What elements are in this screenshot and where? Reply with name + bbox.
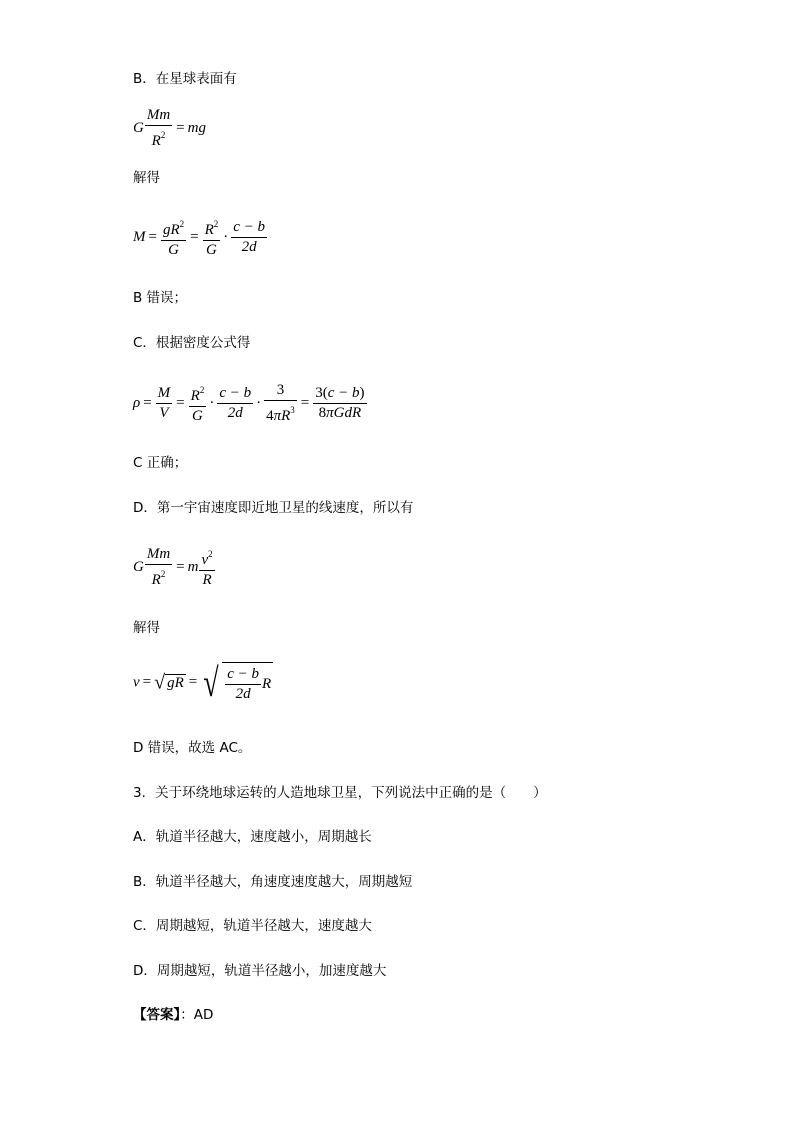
formula-b-mass: M = $\frac{gR^2}{G}$ = $\frac{R^2}{G}$ · $\frac{c - b}{2d}$ <box>133 215 268 260</box>
section-d-solve: 解得 <box>133 620 160 636</box>
formula-d-orbital: G $\frac{Mm}{R^2}$ = m $\frac{v^2}{R}$ <box>133 546 213 588</box>
formula-d-velocity: v = √ gR = √ $\frac{c - b}{2d}$ R <box>133 660 272 705</box>
question-3-option-a: A．轨道半径越大，速度越小，周期越长 <box>133 829 372 845</box>
question-3-stem: 3．关于环绕地球运转的人造地球卫星，下列说法中正确的是（ ） <box>133 785 547 801</box>
question-3-option-d: D．周期越短，轨道半径越小，加速度越大 <box>133 963 387 979</box>
section-b-conclusion: B 错误； <box>133 290 188 306</box>
formula-c-density: ρ = $\frac{M}{V}$ = $\frac{R^2}{G}$ · $\frac{c - b}{2d}$ · $\frac{3}{4\pi R^3}$ = $\frac{3(c - b)}{\text{8πGdR}}$ <box>133 382 365 424</box>
answer-label: 【答案】 <box>133 1007 181 1023</box>
section-b-solve: 解得 <box>133 170 160 186</box>
section-d-label: D．第一宇宙速度即近地卫星的线速度，所以有 <box>133 500 414 516</box>
section-c-conclusion: C 正确； <box>133 455 188 471</box>
section-d-conclusion: D 错误，故选 AC。 <box>133 740 252 756</box>
section-b-label: B．在星球表面有 <box>133 71 237 87</box>
answer-line <box>133 1003 213 1023</box>
question-3-option-c: C．周期越短，轨道半径越大，速度越大 <box>133 918 372 934</box>
section-c-label: C．根据密度公式得 <box>133 335 251 351</box>
formula-b-gravity-surface: G $\frac{Mm}{R^2}$ = mg <box>133 107 206 149</box>
answer-value: ：AD <box>180 1007 214 1023</box>
question-3-option-b: B．轨道半径越大，角速度速度越大，周期越短 <box>133 874 413 890</box>
